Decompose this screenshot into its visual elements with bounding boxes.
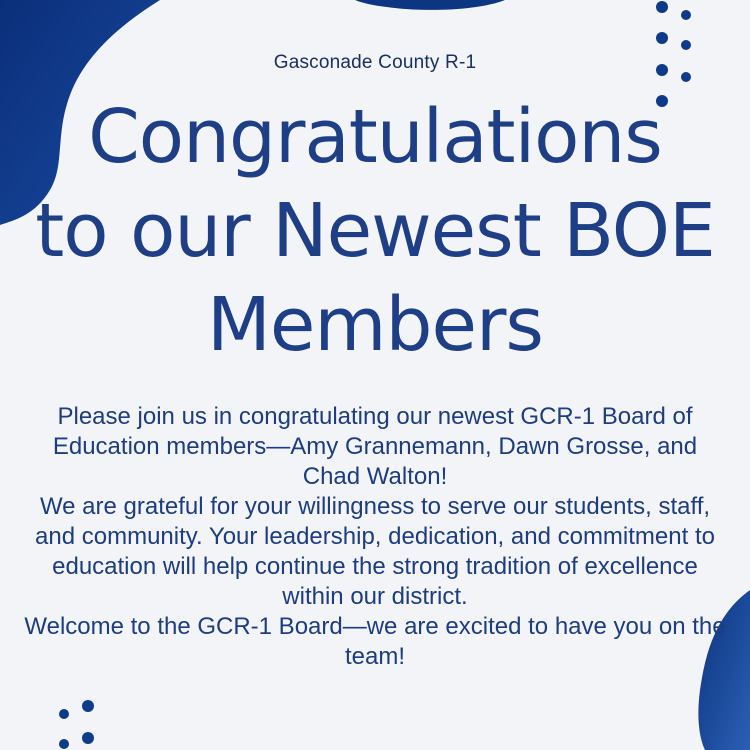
headline-line-1: Congratulations [88,94,662,180]
school-name: Gasconade County R-1 [273,52,477,73]
announcement-paragraph-2: We are grateful for your willingness to serve our students, staff, and community. Your leadership, dedication, and commitment to education will help continue the strong tradition of excellence within our district. [35,493,715,610]
headline-line-3: Members [207,282,543,368]
announcement-paragraph-3: Welcome to the GCR-1 Board—we are excited to have you on the team! [24,613,726,670]
announcement-paragraph-1: Please join us in congratulating our newest GCR-1 Board of Education members—Amy Grannemann, Dawn Grosse, and Chad Walton! [52,403,698,490]
headline-line-2: to our Newest BOE [35,188,715,274]
announcement-body [24,402,726,672]
headline [20,90,730,372]
